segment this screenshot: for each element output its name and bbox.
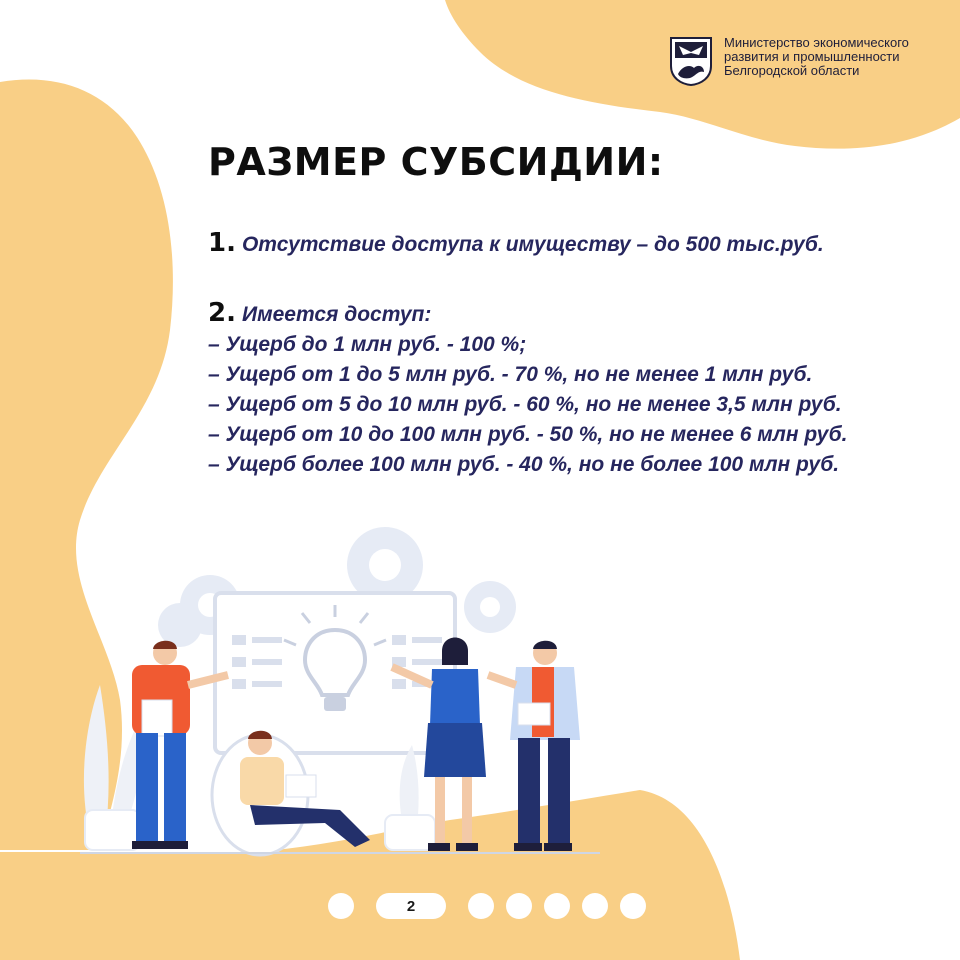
page-dot[interactable] <box>468 893 494 919</box>
detail-line: – Ущерб до 1 млн руб. - 100 %; <box>208 333 527 356</box>
list-item <box>208 298 938 330</box>
page-dot[interactable] <box>328 893 354 919</box>
spacer <box>208 260 938 298</box>
subsidy-list <box>208 228 938 480</box>
item-number: 2. <box>208 298 236 328</box>
list-item <box>208 228 938 260</box>
pagination <box>328 893 646 919</box>
item-number: 1. <box>208 228 236 258</box>
page-dot[interactable] <box>544 893 570 919</box>
detail-line: – Ущерб от 1 до 5 млн руб. - 70 %, но не менее 1 млн руб. <box>208 363 813 386</box>
ministry-line: Белгородской области <box>724 63 860 78</box>
ministry-name <box>724 36 954 78</box>
page-dot[interactable] <box>506 893 532 919</box>
detail-line: – Ущерб от 5 до 10 млн руб. - 60 %, но не менее 3,5 млн руб. <box>208 393 842 416</box>
detail-line: – Ущерб от 10 до 100 млн руб. - 50 %, но не менее 6 млн руб. <box>208 423 848 446</box>
current-page-indicator[interactable]: 2 <box>376 893 446 919</box>
team-idea-illustration <box>60 525 620 865</box>
ministry-logo <box>668 36 954 86</box>
page-dot[interactable] <box>620 893 646 919</box>
item-text: Имеется доступ: <box>241 303 432 326</box>
page-dot[interactable] <box>582 893 608 919</box>
detail-line: – Ущерб более 100 млн руб. - 40 %, но не более 100 млн руб. <box>208 453 840 476</box>
page-title: РАЗМЕР СУБСИДИИ: <box>208 140 664 184</box>
item-text: Отсутствие доступа к имуществу – до 500 тыс.руб. <box>241 233 824 256</box>
coat-of-arms-icon <box>668 36 714 86</box>
ministry-line: развития и промышленности <box>724 49 900 64</box>
ministry-line: Министерство экономического <box>724 35 909 50</box>
